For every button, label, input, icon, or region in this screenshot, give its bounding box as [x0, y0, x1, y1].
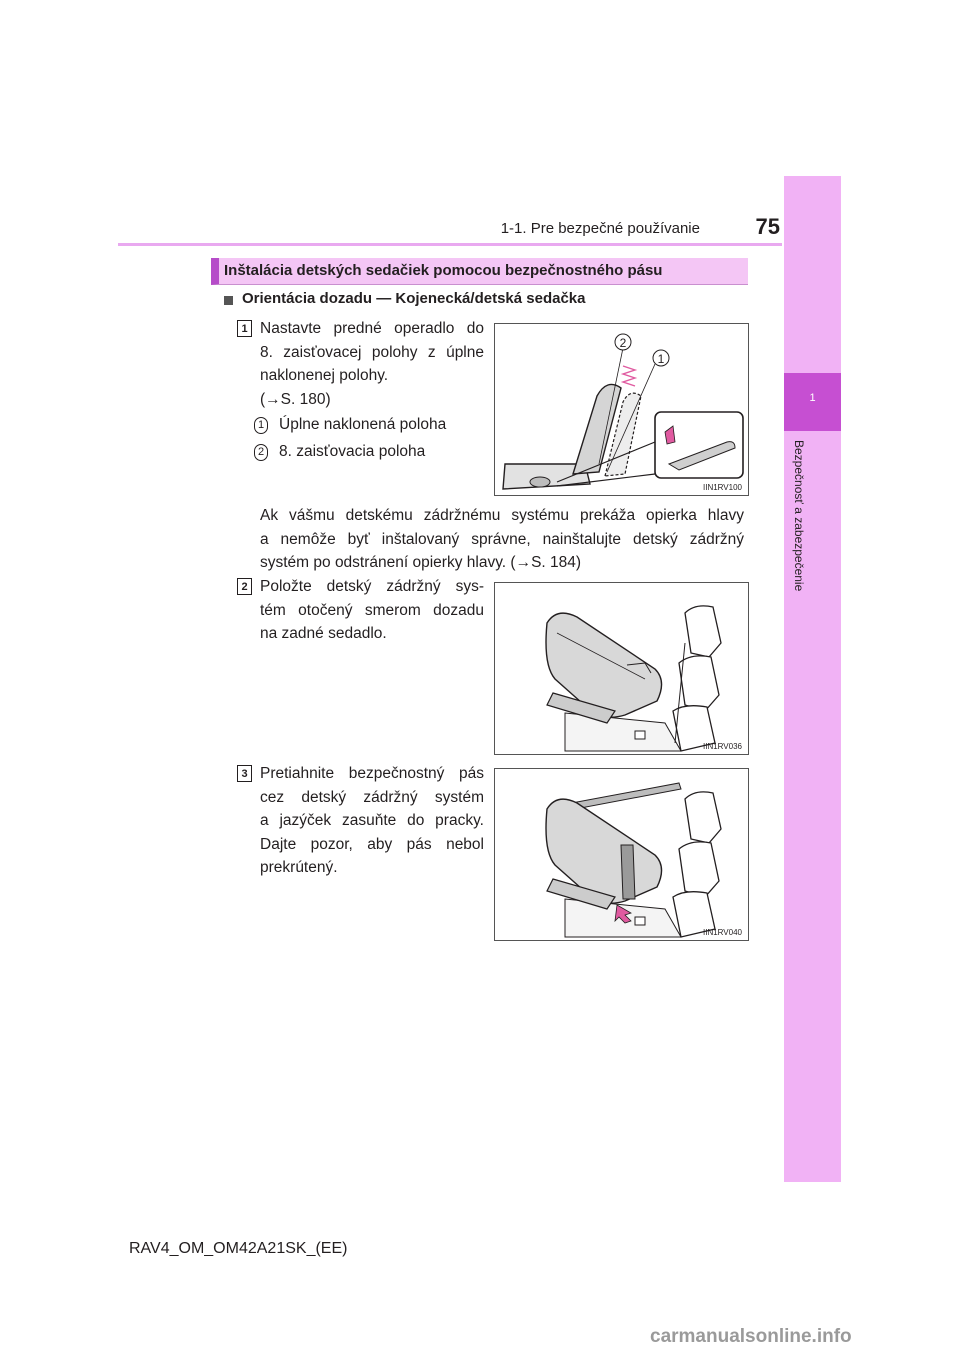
- child-seat-drawing: [495, 583, 750, 756]
- step-3-line-5: prekrútený.: [260, 859, 338, 876]
- step-badge-3: 3: [237, 765, 252, 782]
- step-3-line-2: cez detský zádržný systém: [260, 788, 484, 806]
- chapter-number: 1: [809, 392, 816, 404]
- step-1-text: [260, 317, 484, 411]
- step-badge-2: 2: [237, 578, 252, 595]
- figure-belt-routing: [494, 768, 749, 941]
- step-1-note-line-1: Ak vášmu detskému zádržnému systému prekáža opierka hlavy: [260, 507, 744, 524]
- belt-routing-drawing: [495, 769, 750, 942]
- step-1-note: [260, 504, 744, 575]
- step-3-line-3: a jazýček zasuňte do pracky.: [260, 812, 484, 829]
- figure-child-seat-placement: [494, 582, 749, 755]
- footer-document-code: RAV4_OM_OM42A21SK_(EE): [129, 1240, 348, 1257]
- item-marker-1: 1: [254, 417, 268, 434]
- figure-code-1: IIN1RV100: [703, 483, 742, 492]
- step-2-text: [260, 575, 484, 646]
- step-3-line-1: Pretiahnite bezpečnostný pás: [260, 765, 484, 782]
- figure-code-2: IIN1RV036: [703, 742, 742, 751]
- figure-marker-2: 2: [619, 336, 627, 350]
- figure-seat-recline: [494, 323, 749, 496]
- step-badge-1: 1: [237, 320, 252, 337]
- header-section-title: 1-1. Pre bezpečné používanie: [500, 220, 700, 237]
- step-1-note-line-2: a nemôže byť inštalovaný správne, nainštalujte detský zádržný: [260, 530, 744, 548]
- item-text-2: 8. zaisťovacia poloha: [279, 443, 426, 460]
- header-rule: [118, 243, 782, 246]
- step-3-line-4: Dajte pozor, aby pás nebol: [260, 835, 484, 853]
- item-marker-2: 2: [254, 444, 268, 461]
- chapter-label: Bezpečnosť a zabezpečenie: [792, 440, 806, 592]
- step-2-line-3: na zadné sedadlo.: [260, 625, 387, 642]
- subheading: Orientácia dozadu — Kojenecká/detská sedačka: [242, 290, 586, 307]
- step-3-text: [260, 762, 484, 880]
- subheading-bullet-icon: [224, 296, 233, 305]
- chapter-side-tab: [784, 176, 841, 1182]
- step-1-line-2: 8. zaisťovacej polohy z úplne: [260, 343, 484, 361]
- step-1-line-4: (→S. 180): [260, 390, 331, 408]
- item-text-1: Úplne naklonená poloha: [279, 416, 447, 433]
- section-title: Inštalácia detských sedačiek pomocou bezpečnostného pásu: [224, 262, 663, 279]
- figure-marker-1: 1: [657, 352, 665, 366]
- step-1-line-3: naklonenej polohy.: [260, 367, 389, 384]
- watermark: carmanualsonline.info: [650, 1326, 852, 1347]
- step-1-note-line-3: systém po odstránení opierky hlavy. (→S. 184): [260, 554, 582, 571]
- figure-code-3: IIN1RV040: [703, 928, 742, 937]
- step-1-line-1: Nastavte predné operadlo do: [260, 320, 484, 337]
- step-2-line-1: Položte detský zádržný sys-: [260, 578, 484, 595]
- page-number: 75: [755, 214, 780, 239]
- step-2-line-2: tém otočený smerom dozadu: [260, 601, 484, 619]
- seat-recline-drawing: [495, 324, 750, 497]
